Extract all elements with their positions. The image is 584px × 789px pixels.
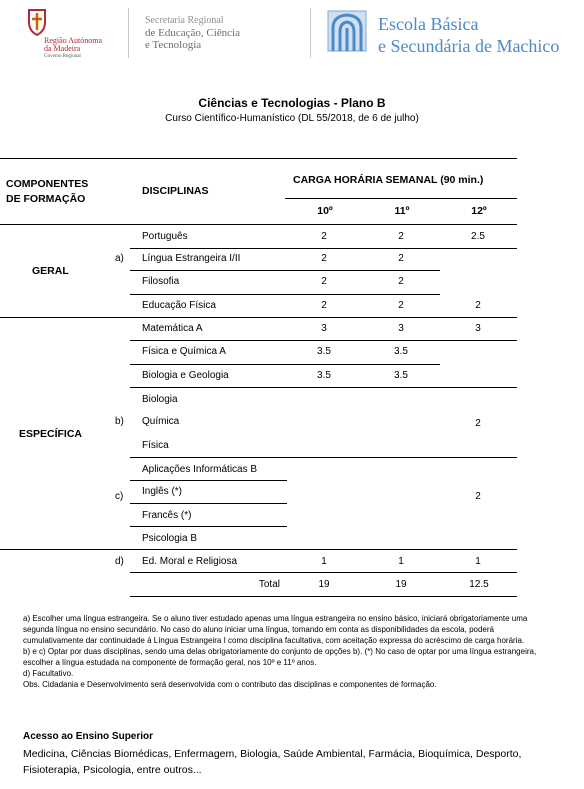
regiao-autonoma-madeira-logo-icon	[27, 8, 47, 36]
option-letter: c)	[115, 491, 124, 502]
region-line3: Governo Regional	[44, 54, 81, 59]
discipline-name: Biologia	[142, 394, 178, 405]
school-logo-icon	[327, 10, 367, 52]
hours-10: 3	[321, 323, 327, 334]
hours-12: 2	[475, 300, 481, 311]
discipline-name: Matemática A	[142, 323, 203, 334]
total-10: 19	[318, 579, 330, 590]
table-rule	[130, 480, 287, 481]
note-obs: Obs. Cidadania e Desenvolvimento será desenvolvida com o contributo das disciplinas e componentes de formação.	[23, 680, 437, 689]
hours-10: 2	[321, 253, 327, 264]
note-a: a) Escolher uma língua estrangeira. Se o aluno tiver estudado apenas uma língua estrangeira no ensino básico, iniciará obrigatoriamente uma segunda língua no ensino secundário. No caso do aluno iniciar uma língua, tomando em conta as disponibilidades da escola, poderá cumulativamente dar continuidade à Língua Estrangeira I como disciplina facultativa, com aceitação expressa do acréscimo de carga horária.	[23, 614, 528, 645]
header-componentes: DE FORMAÇÃO	[6, 193, 86, 205]
header-componentes: COMPONENTES	[6, 178, 89, 190]
discipline-name: Psicologia B	[142, 533, 198, 544]
option-b-hours-12: 2	[475, 418, 481, 429]
school-line1: Escola Básica	[378, 14, 479, 34]
table-rule	[0, 317, 517, 318]
discipline-name: Física	[142, 440, 169, 451]
table-rule	[130, 526, 287, 527]
hours-11: 2	[398, 276, 404, 287]
table-rule	[285, 198, 517, 199]
secretaria-line3: e Tecnologia	[145, 39, 202, 51]
discipline-name: Ed. Moral e Religiosa	[142, 556, 238, 567]
header-divider	[310, 8, 311, 58]
document-title: Ciências e Tecnologias - Plano B	[198, 96, 386, 110]
discipline-name: Língua Estrangeira I/II	[142, 253, 241, 264]
hours-10: 1	[321, 556, 327, 567]
region-line1: Região Autónoma	[44, 36, 102, 45]
footnotes	[23, 613, 553, 690]
discipline-name: Inglês (*)	[142, 486, 183, 497]
hours-10: 3.5	[317, 370, 331, 381]
hours-11: 2	[398, 231, 404, 242]
header-carga-horaria: CARGA HORÁRIA SEMANAL (90 min.)	[293, 174, 484, 186]
hours-12: 3	[475, 323, 481, 334]
table-rule	[130, 340, 517, 341]
table-rule	[130, 572, 517, 573]
hours-11: 2	[398, 300, 404, 311]
hours-11: 3.5	[394, 370, 408, 381]
group-geral: GERAL	[32, 265, 69, 277]
header-year-11: 11º	[394, 205, 410, 217]
hours-10: 2	[321, 231, 327, 242]
table-rule	[130, 364, 440, 365]
regiao-autonoma-text	[44, 37, 102, 60]
header-year-12: 12º	[471, 205, 487, 217]
table-rule	[130, 294, 440, 295]
discipline-name: Química	[142, 416, 180, 427]
table-rule	[0, 158, 517, 159]
hours-10: 2	[321, 276, 327, 287]
header-year-10: 10º	[317, 205, 333, 217]
discipline-name: Física e Química A	[142, 346, 226, 357]
header-divider	[128, 8, 129, 58]
secretaria-regional-text	[145, 15, 240, 51]
discipline-name: Aplicações Informáticas B	[142, 464, 258, 475]
hours-12: 1	[475, 556, 481, 567]
table-rule	[130, 457, 517, 458]
discipline-name: Francês (*)	[142, 510, 192, 521]
discipline-name: Biologia e Geologia	[142, 370, 229, 381]
option-letter: d)	[115, 556, 124, 567]
total-12: 12.5	[469, 579, 489, 590]
secretaria-line1: Secretaria Regional	[145, 15, 224, 26]
secretaria-line2: de Educação, Ciência	[145, 27, 240, 39]
hours-10: 3.5	[317, 346, 331, 357]
table-rule	[130, 503, 287, 504]
total-label: Total	[258, 579, 280, 590]
discipline-name: Português	[142, 231, 188, 242]
hours-11: 2	[398, 253, 404, 264]
school-line2: e Secundária de Machico	[378, 36, 560, 56]
table-rule	[130, 596, 517, 597]
hours-10: 2	[321, 300, 327, 311]
discipline-name: Educação Física	[142, 300, 216, 311]
region-line2: da Madeira	[44, 44, 81, 53]
note-bc: b) e c) Optar por duas disciplinas, sendo uma delas obrigatoriamente do conjunto de opções b). (*) No caso de optar por uma língua estrangeira, escolher a língua estudada na componente de formação geral, nos 10º e 11º anos.	[23, 647, 537, 667]
header-disciplinas: DISCIPLINAS	[142, 185, 209, 197]
table-rule	[130, 387, 517, 388]
hours-11: 3	[398, 323, 404, 334]
school-name	[378, 13, 559, 57]
note-d: d) Facultativo.	[23, 669, 74, 678]
hours-12: 2.5	[471, 231, 485, 242]
hours-11: 3.5	[394, 346, 408, 357]
table-rule	[130, 270, 440, 271]
discipline-name: Filosofia	[142, 276, 180, 287]
access-title: Acesso ao Ensino Superior	[23, 731, 154, 742]
option-letter: a)	[115, 253, 124, 264]
table-rule	[0, 549, 517, 550]
option-c-hours-12: 2	[475, 491, 481, 502]
document-subtitle: Curso Científico-Humanístico (DL 55/2018, de 6 de julho)	[165, 113, 419, 124]
access-text: Medicina, Ciências Biomédicas, Enfermagem, Biologia, Saúde Ambiental, Farmácia, Bioquímica, Desporto, Fisioterapia, Psicologia, entre outros...	[23, 748, 522, 776]
table-rule	[130, 248, 517, 249]
hours-11: 1	[398, 556, 404, 567]
total-11: 19	[395, 579, 407, 590]
option-letter: b)	[115, 416, 124, 427]
group-especifica: ESPECÍFICA	[19, 428, 83, 440]
table-rule	[0, 224, 517, 225]
